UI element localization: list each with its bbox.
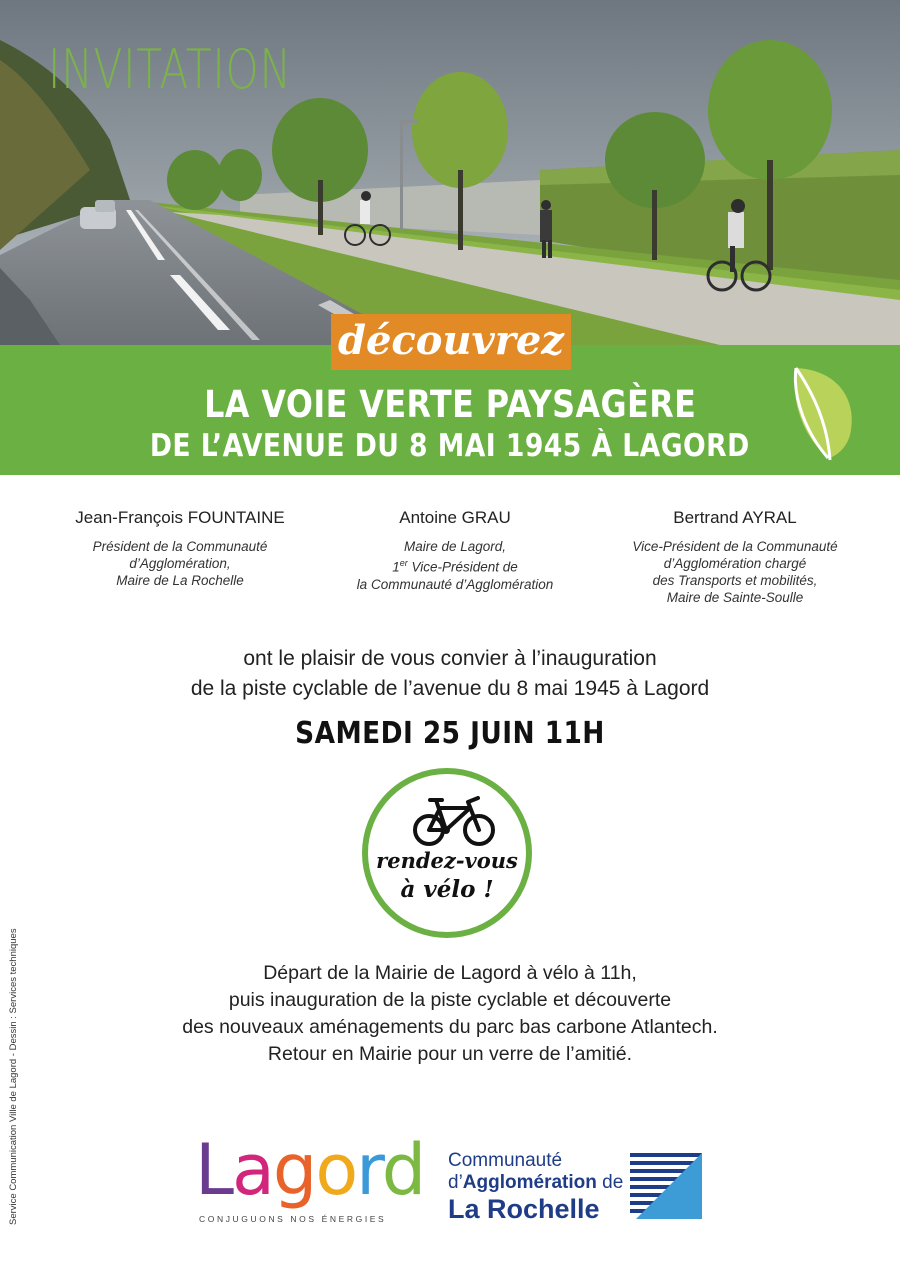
details-line: puis inauguration de la piste cyclable et découverte	[228, 989, 672, 1011]
cda-prefix: d’	[448, 1172, 463, 1193]
cda-bold: Agglomération	[462, 1172, 597, 1193]
details-line: Retour en Mairie pour un verre de l’amitié.	[267, 1043, 633, 1065]
design-credit: Service Communication Ville de Lagord - Dessin : Services techniques	[8, 928, 19, 1225]
signatory-role-line	[320, 555, 590, 576]
banner-title-text: LA VOIE VERTE PAYSAGÈRE	[203, 383, 697, 426]
lagord-letter: L	[195, 1129, 232, 1211]
cda-suffix: de	[596, 1172, 624, 1193]
details-line: des nouveaux aménagements du parc bas carbone Atlantech.	[182, 1016, 718, 1038]
signatory-role-line: Maire de La Rochelle	[116, 573, 244, 588]
discover-tag: découvrez	[331, 314, 571, 370]
signatory-role-line: Vice-Président de la Communauté	[632, 539, 838, 554]
event-date-text: SAMEDI 25 JUIN 11H	[295, 716, 605, 751]
details-line: Départ de la Mairie de Lagord à vélo à 11h,	[263, 962, 637, 984]
invitation-line: ont le plaisir de vous convier à l’inauguration	[243, 647, 657, 670]
agglomeration-mark-icon	[630, 1153, 702, 1219]
signatory-fountaine	[40, 508, 320, 589]
lagord-letter: r	[356, 1129, 382, 1211]
badge-text-line: à vélo !	[400, 876, 494, 903]
cda-line	[448, 1172, 623, 1194]
signatory-ayral	[585, 508, 885, 606]
invitation-text	[0, 644, 900, 704]
agglomeration-logo	[448, 1150, 708, 1230]
signatory-role-line: Président de la Communauté	[92, 539, 268, 554]
invitation-line: de la piste cyclable de l’avenue du 8 mai 1945 à Lagord	[190, 677, 710, 700]
signatory-role-line: des Transports et mobilités,	[652, 573, 818, 588]
lagord-letter: o	[315, 1129, 357, 1211]
ordinal-suffix: er	[399, 558, 408, 568]
signatory-role-line: d’Agglomération chargé	[663, 556, 807, 571]
lagord-letter: g	[272, 1129, 316, 1211]
signatory-role-line: d’Agglomération,	[129, 556, 231, 571]
signatory-role-line: Maire de Sainte-Soulle	[666, 590, 804, 605]
lagord-logo	[195, 1129, 425, 1230]
event-details	[0, 960, 900, 1068]
cda-line: Communauté	[448, 1150, 563, 1171]
lagord-letter: a	[232, 1129, 273, 1211]
signatory-role-line: la Communauté d’Agglomération	[356, 576, 554, 592]
signatory-role-line: Maire de Lagord,	[403, 539, 507, 554]
banner-subtitle-text: DE L’AVENUE DU 8 MAI 1945 À LAGORD	[150, 428, 750, 464]
invitation-title: INVITATION	[48, 38, 292, 101]
signatory-name: Bertrand AYRAL	[673, 508, 797, 527]
leaf-icon	[788, 360, 858, 465]
lagord-wordmark	[195, 1130, 424, 1210]
lagord-letter: d	[381, 1129, 425, 1211]
banner-subtitle	[0, 428, 900, 464]
lagord-tagline: CONJUGUONS NOS ÉNERGIES	[199, 1214, 387, 1224]
signatory-role-text: Vice-Président de	[411, 559, 518, 575]
signatory-grau	[320, 508, 590, 593]
banner-title	[0, 383, 900, 426]
badge-text-line: rendez-vous	[376, 848, 518, 873]
signatory-name: Jean-François FOUNTAINE	[75, 508, 285, 527]
ordinal-number: 1	[392, 559, 400, 575]
signatory-name: Antoine GRAU	[399, 508, 511, 527]
bicycle-icon	[412, 790, 496, 848]
hero-image	[0, 0, 900, 345]
event-date	[0, 716, 900, 751]
cda-city: La Rochelle	[448, 1194, 600, 1224]
bike-badge	[362, 768, 532, 938]
